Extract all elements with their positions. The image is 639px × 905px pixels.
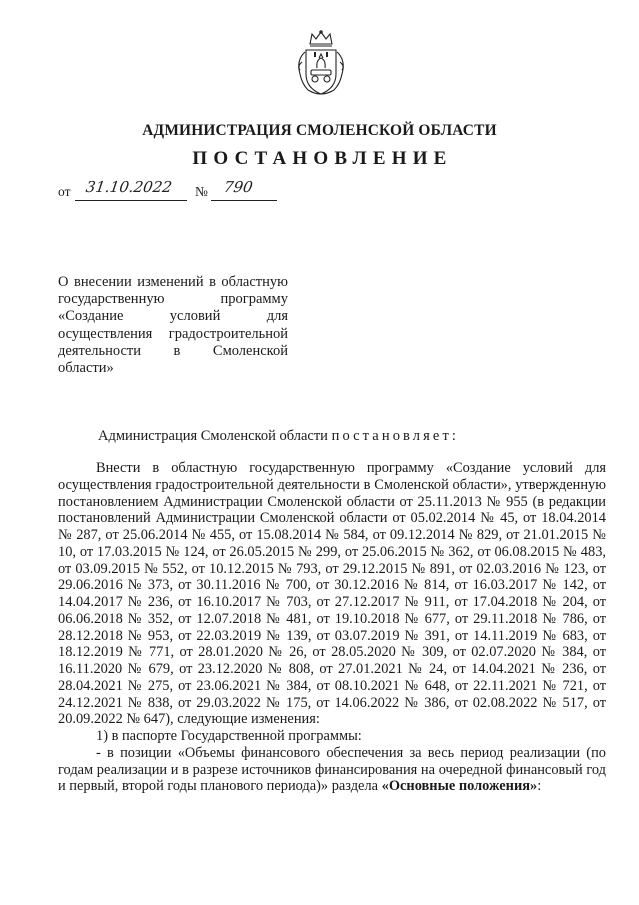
- item-1: 1) в паспорте Государственной программы:: [96, 728, 362, 744]
- item-1-subitem-bold: «Основные положения»: [381, 778, 538, 795]
- preamble-verb: постановляет:: [331, 428, 460, 444]
- document-subject: О внесении изменений в областную государственную программу «Создание условий для осуществления градостроительной деятельности в Смоленской области»: [58, 274, 288, 377]
- item-1-subitem-text: - в позиции «Объемы финансового обеспечения за весь период реализации (по годам реализации и в разрезе источников финансирования на очередной финансовый год и первый, второй годы планового периода)» раздела: [58, 744, 606, 795]
- organization-name: АДМИНИСТРАЦИЯ СМОЛЕНСКОЙ ОБЛАСТИ: [142, 122, 497, 139]
- main-paragraph: Внести в областную государственную программу «Создание условий для осуществления градостроительной деятельности в Смоленской области», утвержденную постановлением Администрации Смоленской области от 25.11.2013 № 955 (в редакции постановлений Администрации Смоленской области от 05.02.2014 № 45, от 18.04.2014 № 287, от 25.06.2014 № 455, от 15.08.2014 № 584, от 09.12.2014 № 829, от 21.01.2015 № 10, от 17.03.2015 № 124, от 26.05.2015 № 299, от 25.06.2015 № 362, от 06.08.2015 № 483, от 03.09.2015 № 552, от 10.12.2015 № 793, от 29.12.2015 № 891, от 02.03.2016 № 123, от 29.06.2016 № 373, от 30.11.2016 № 700, от 30.12.2016 № 814, от 16.03.2017 № 142, от 14.04.2017 № 236, от 16.10.2017 № 703, от 27.12.2017 № 911, от 17.04.2018 № 204, от 06.06.2018 № 352, от 12.07.2018 № 481, от 19.10.2018 № 677, от 29.11.2018 № 786, от 28.12.2018 № 953, от 22.03.2019 № 139, от 03.07.2019 № 391, от 14.11.2019 № 683, от 18.12.2019 № 771, от 28.01.2020 № 26, от 28.05.2020 № 309, от 02.07.2020 № 384, от 16.11.2020 № 679, от 23.12.2020 № 808, от 27.01.2021 № 24, от 14.04.2021 № 236, от 28.04.2021 № 275, от 23.06.2021 № 384, от 08.10.2021 № 648, от 22.11.2021 № 721, от 24.12.2021 № 838, от 29.03.2022 № 175, от 14.06.2022 № 386, от 02.08.2022 № 517, от 20.09.2022 № 647), следующие изменения:: [58, 460, 606, 728]
- document-type: ПОСТАНОВЛЕНИЕ: [192, 148, 453, 169]
- date-underline: [75, 200, 187, 201]
- document-body: [58, 460, 606, 795]
- smolensk-coat-of-arms-icon: [292, 30, 350, 98]
- preamble: [98, 428, 598, 445]
- preamble-text: Администрация Смоленской области: [98, 428, 328, 444]
- from-label: от: [58, 184, 71, 199]
- date-number-line: [58, 180, 358, 204]
- item-1-subitem: [58, 745, 606, 795]
- number-underline: [211, 200, 277, 201]
- item-1-subitem-end: :: [537, 778, 542, 795]
- handwritten-date: 31.10.2022: [84, 178, 174, 196]
- handwritten-number: 790: [222, 178, 254, 196]
- number-label: №: [195, 184, 208, 199]
